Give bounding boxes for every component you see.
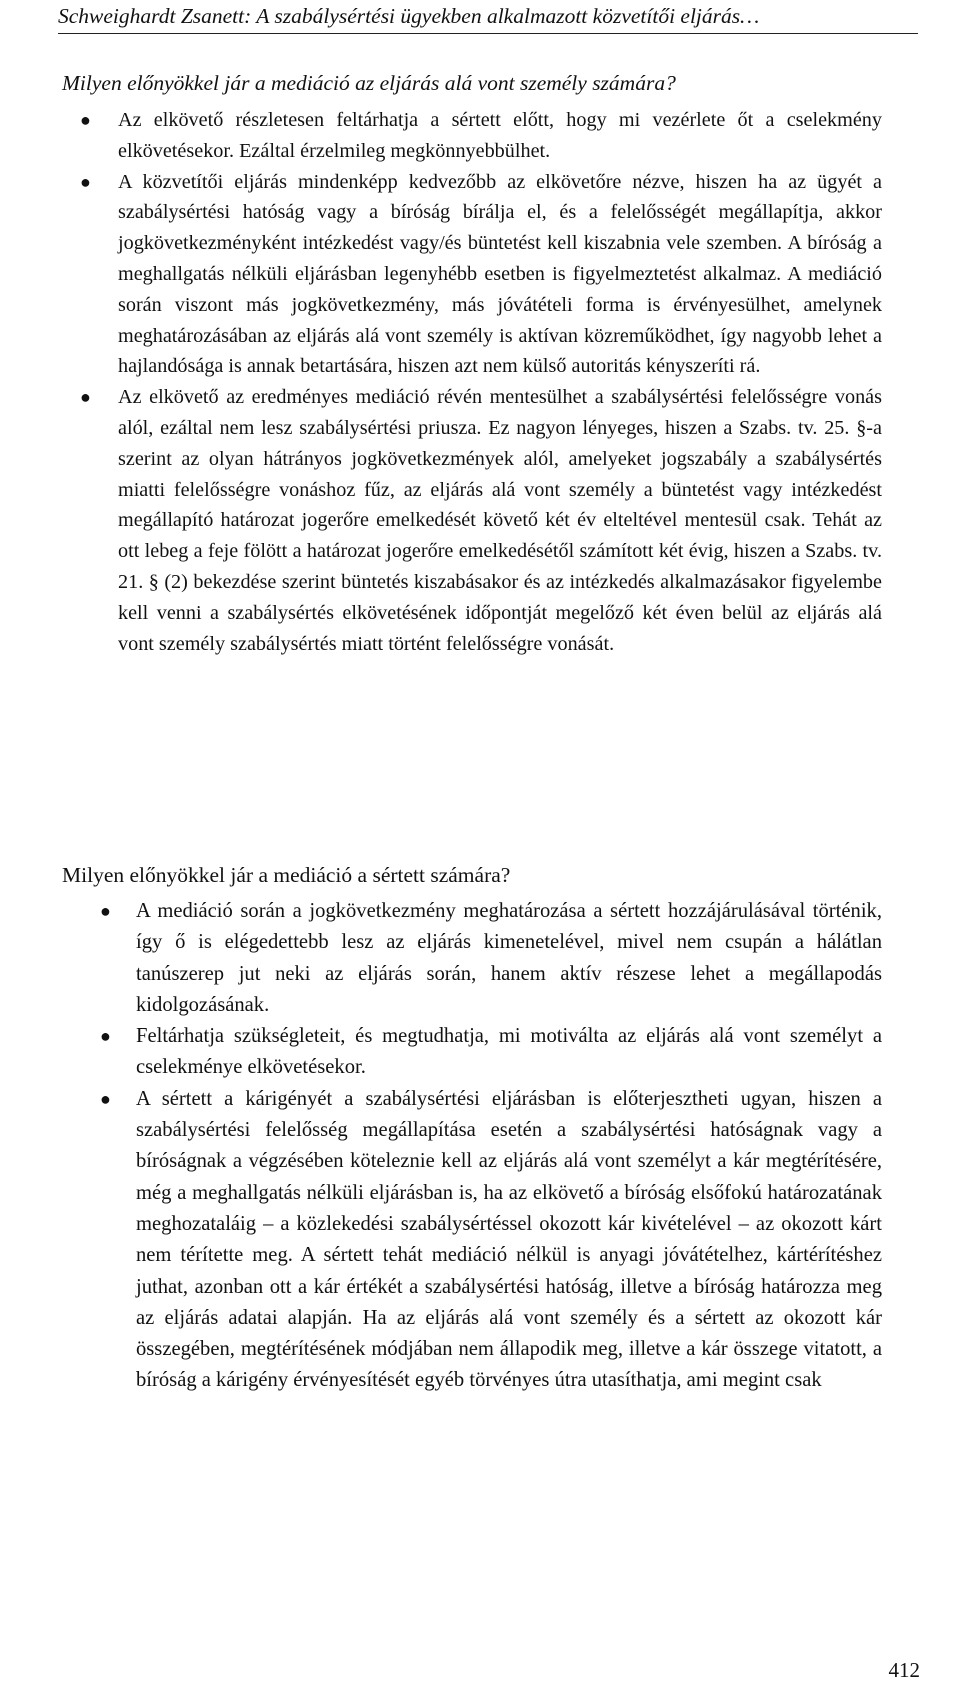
list-item [0,105,882,167]
list-item-text: Az elkövető az eredményes mediáció révén mentesülhet a szabálysértési felelősségre vonás alól, ezáltal nem lesz szabálysértési priusza. Ez nagyon lényeges, hiszen a Szabs. tv. 25. §-a szerint az olyan hátrányos jogkövetkezmények alól, amelyeket jogszabály a szabálysértés miatti felelősségre vonáshoz fűz, az eljárás alá vont személy a büntetést vagy intézkedést megállapító határozat jogerőre emelkedését követő két év elteltével mentesül csak. Tehát az ott lebeg a feje fölött a határozat jogerőre emelkedésétől számított két évig, hiszen a Szabs. tv. 21. § (2) bekezdése szerint büntetés kiszabásakor és az intézkedés alkalmazásakor figyelembe kell venni a szabálysértés elkövetésének időpontját megelőző két éven belül az eljárás alá vont személy szabálysértés miatt történt felelősségre vonását. [118,386,882,655]
bullet-icon: ● [100,1088,111,1109]
victim-benefits-list [0,896,960,1397]
section-heading-victim: Milyen előnyökkel jár a mediáció a sértett számára? [62,863,511,887]
bullet-icon: ● [80,110,91,130]
list-item [0,1084,882,1397]
bullet-icon: ● [100,901,111,921]
list-item-text: Az elkövető részletesen feltárhatja a sértett előtt, hogy mi vezérlete őt a cselekmény elkövetésekor. Ezáltal érzelmileg megkönnyebbülhet. [118,109,882,162]
list-item [0,167,882,383]
list-item-text: Feltárhatja szükségleteit, és megtudhatja, mi motiválta az eljárás alá vont személyt a cselekménye elkövetésekor. [136,1025,882,1079]
list-item [0,896,882,1021]
list-item-text: A közvetítői eljárás mindenképp kedvezőbb az elkövetőre nézve, hiszen ha az ügyét a szabálysértési hatóság vagy a bíróság bírálja el, és a felelősségét megállapítja, akkor jogkövetkezményként intézkedést vagy/és büntetést kell kiszabnia vele szemben. A bíróság a meghallgatás nélküli eljárásban legenyhébb esetben is figyelmeztetést alkalmaz. A mediáció során viszont más jogkövetkezmény, más jóvátételi forma is érvényesülhet, amelynek meghatározásában az eljárás alá vont személy is aktívan közreműködhet, így nagyobb lehet a hajlandósága is annak betartására, hiszen azt nem külső autoritás kényszeríti rá. [118,170,882,378]
bullet-icon: ● [80,387,91,408]
list-item [0,1021,882,1084]
list-item-text: A sértett a kárigényét a szabálysértési eljárásban is előterjesztheti ugyan, hiszen a szabálysértési felelősség megállapítása esetén a szabálysértési hatóságnak vagy a bíróságnak a végzésében köteleznie kell az eljárás alá vont személyt a kár megtérítésére, még a meghallgatás nélküli eljárásban is, ha az elkövető a bíróság elsőfokú határozatának meghozataláig – a közlekedési szabálysértéssel okozott kár kivételével – az okozott kárt nem térítette meg. A sértett tehát mediáció nélkül is anyagi jóvátételhez, kártérítéshez juthat, azonban ott a kár értékét a szabálysértési hatóság, illetve a bíróság határozza meg az eljárás adatai alapján. Ha az eljárás alá vont személy és a sértett az okozott kár összegében, megtérítésének módjában nem állapodik meg, illetve a kár összege vitatott, a bíróság a kárigény érvényesítését egyéb törvényes útra utasíthatja, ami megint csak [136,1087,882,1392]
page-number: 412 [888,1658,920,1682]
list-item-text: A mediáció során a jogkövetkezmény meghatározása a sértett hozzájárulásával történik, így ő is elégedettebb lesz az eljárás kimenetelével, mivel nem csupán a hálátlan tanúszerep jut neki az eljárás során, hanem aktív részese lehet a megállapodás kidolgozásának. [136,900,882,1016]
list-item [0,382,882,659]
section-heading-offender: Milyen előnyökkel jár a mediáció az eljárás alá vont személy számára? [62,71,676,95]
offender-benefits-list [0,105,960,659]
bullet-icon: ● [80,171,91,192]
bullet-icon: ● [100,1026,111,1047]
running-header: Schweighardt Zsanett: A szabálysértési ügyekben alkalmazott közvetítői eljárás… [58,0,918,34]
